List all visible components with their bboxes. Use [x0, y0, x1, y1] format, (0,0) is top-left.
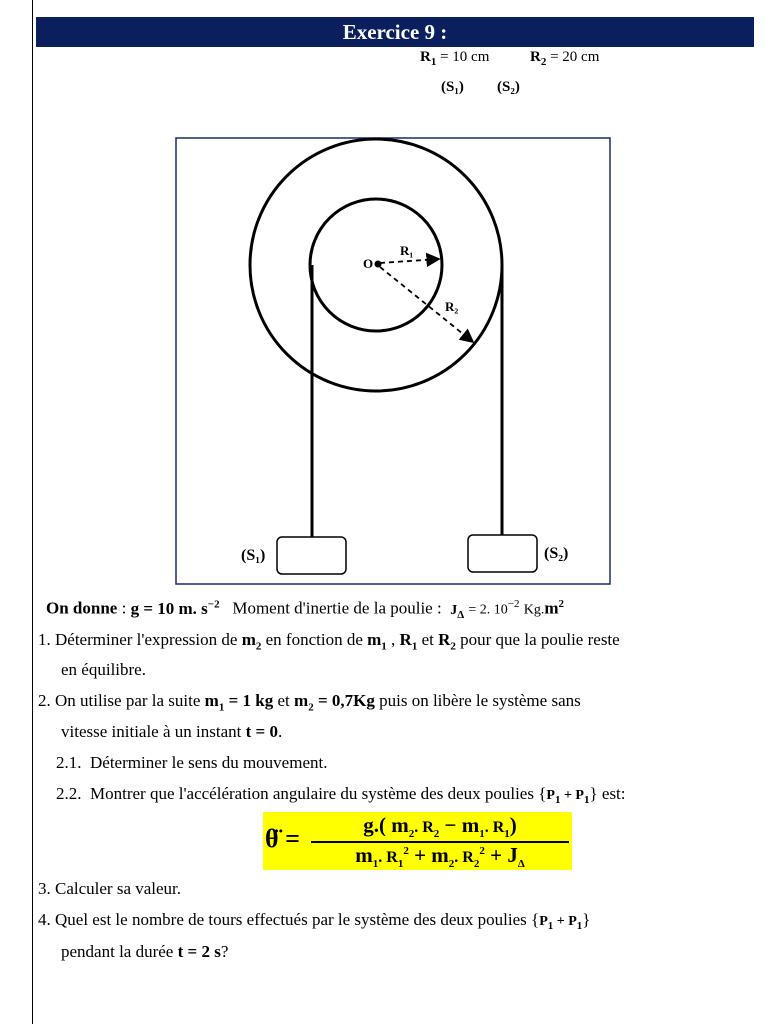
num-r1: . R [484, 819, 505, 836]
q22-line [56, 784, 626, 806]
num-close: ) [509, 813, 517, 837]
q4-t: t = 2 s [177, 942, 221, 961]
figure-frame [176, 138, 610, 584]
q4-text: Quel est le nombre de tours effectués par le système des deux poulies { [55, 910, 540, 929]
q21-text: Déterminer le sens du mouvement. [90, 753, 328, 772]
den-r2-sup: 2 [479, 845, 485, 857]
q22-p-sub2: 1 [583, 793, 590, 806]
q21-line [56, 753, 327, 773]
formula-equals: = [285, 824, 300, 853]
q2-line2 [61, 722, 282, 742]
q2-dot: . [277, 722, 283, 741]
q22-text: Montrer que l'accélération angulaire du système des deux poulies { [90, 784, 547, 803]
g-value: g = 10 m. s [130, 598, 208, 618]
q2-number: 2. [38, 691, 51, 710]
q2-text-a: On utilise par la suite [55, 691, 201, 710]
r1-symbol: R [420, 49, 431, 65]
j-symbol: J [450, 602, 458, 618]
q1-text-a: Déterminer l'expression de [55, 630, 238, 649]
j-sub: Δ [457, 608, 465, 621]
j-value: = 2. 10 [468, 602, 508, 618]
den-plus1: + [408, 843, 432, 867]
solid-s1-label-top: (S₁) [441, 79, 464, 95]
exercise-header [36, 17, 754, 47]
q21-number: 2.1. [56, 753, 82, 772]
q4-plus: + P [553, 914, 577, 929]
q2-m1-sub: 1 [218, 701, 225, 714]
q4-line2 [61, 942, 228, 962]
num-m2: m [391, 813, 409, 837]
q2-line1 [38, 691, 581, 713]
q22-end: } est: [589, 784, 626, 803]
exercise-title: Exercice 9 : [342, 20, 448, 44]
formula-denominator [311, 843, 569, 870]
q1-r1: R [399, 630, 412, 649]
q2-t: t = 0 [245, 722, 278, 741]
q2-m1: m [204, 691, 219, 710]
q4-line2-text: pendant la durée [61, 942, 174, 961]
den-r2: . R [454, 849, 474, 866]
num-m2-sub: 2 [408, 828, 415, 841]
den-r1: . R [378, 849, 398, 866]
q1-r2: R [438, 630, 451, 649]
q4-p-sub2: 1 [576, 919, 583, 932]
q1-text-c: pour que la poulie reste [460, 630, 620, 649]
s1-label: (S₁) [241, 547, 266, 564]
solid-s2-label-top: (S₂) [497, 79, 520, 95]
num-g: g.( [363, 813, 392, 837]
num-m1-sub: 1 [479, 828, 485, 841]
mass-s2 [468, 535, 537, 572]
den-m1: m [355, 843, 373, 867]
q2-m2-sub: 2 [308, 701, 314, 714]
num-minus: − [439, 813, 462, 837]
den-r2-sub: 2 [473, 858, 480, 871]
q1-m1-sub: 1 [381, 640, 387, 653]
given-r1 [420, 49, 489, 68]
q1-m1: m [367, 630, 382, 649]
data-prefix: On donne [46, 598, 118, 618]
r2-value: = 20 cm [550, 49, 600, 65]
den-m2-sub: 2 [448, 858, 455, 871]
q2-m2-value: = 0,7Kg [317, 691, 375, 710]
q4-number: 4. [38, 910, 51, 929]
num-r2: . R [414, 819, 434, 836]
q4-p: P [539, 914, 548, 929]
formula-highlight [263, 812, 572, 870]
r1-arrow [380, 259, 439, 263]
given-r2 [530, 49, 599, 68]
r2-label: R₂ [445, 299, 459, 314]
moment-text: Moment d'inertie de la poulie : [232, 598, 442, 618]
q3-line [38, 879, 181, 899]
q1-line1 [38, 630, 620, 652]
s2-label: (S₂) [544, 545, 569, 562]
q4-line1 [38, 910, 590, 932]
q1-et: et [421, 630, 434, 649]
q22-plus: + P [560, 788, 584, 803]
data-colon: : [117, 598, 131, 618]
den-plus2: + [484, 843, 508, 867]
q4-end: } [582, 910, 591, 929]
den-j: J [507, 843, 518, 867]
g-exponent: −2 [207, 598, 220, 610]
r2-symbol: R [530, 49, 541, 65]
center-label: O [363, 256, 374, 271]
mass-s1 [277, 537, 346, 574]
q1-line2: en équilibre. [61, 660, 146, 679]
num-m1: m [461, 813, 480, 837]
q22-number: 2.2. [56, 784, 82, 803]
den-m1-sub: 1 [372, 858, 379, 871]
q2-m2: m [294, 691, 309, 710]
q3-number: 3. [38, 879, 51, 898]
q1-r2-sub: 2 [450, 640, 456, 653]
r1-label: R₁ [400, 243, 414, 258]
q3-text: Calculer sa valeur. [55, 879, 182, 898]
pulley-figure [175, 137, 611, 585]
den-j-sub: Δ [517, 858, 525, 871]
q1-text-b: en fonction de [265, 630, 363, 649]
formula-lhs [265, 824, 300, 854]
data-line [46, 598, 564, 620]
theta-ddot: θ̈ [265, 824, 279, 853]
formula-numerator [311, 813, 569, 840]
r2-arrow [380, 267, 473, 342]
j-unit: Kg. [523, 602, 545, 618]
r2-sub: 2 [540, 56, 547, 68]
den-r1-sub: 1 [397, 858, 404, 871]
j-unit-m: m [544, 598, 559, 618]
q2-line2-text: vitesse initiale à un instant [61, 722, 242, 741]
q1-r1-sub: 1 [411, 640, 418, 653]
den-m2: m [431, 843, 449, 867]
q2-m1-value: = 1 kg [228, 691, 274, 710]
q4-p-sub1: 1 [547, 919, 554, 932]
q1-m2-sub: 2 [255, 640, 262, 653]
q22-p: P [546, 788, 555, 803]
j-exponent: −2 [507, 598, 520, 610]
q2-text-b: puis on libère le système sans [379, 691, 581, 710]
q2-et: et [277, 691, 290, 710]
q22-p-sub1: 1 [554, 793, 561, 806]
q1-m2: m [241, 630, 256, 649]
j-unit-exponent: 2 [558, 598, 565, 610]
q1-number: 1. [38, 630, 51, 649]
q4-question-mark: ? [220, 942, 229, 961]
num-r1-sub: 1 [504, 828, 510, 841]
q1-comma: , [391, 630, 396, 649]
num-r2-sub: 2 [433, 828, 440, 841]
den-r1-sup: 2 [403, 845, 409, 857]
r1-value: = 10 cm [440, 49, 490, 65]
page-margin-line [32, 0, 33, 1024]
r1-sub: 1 [430, 56, 437, 68]
